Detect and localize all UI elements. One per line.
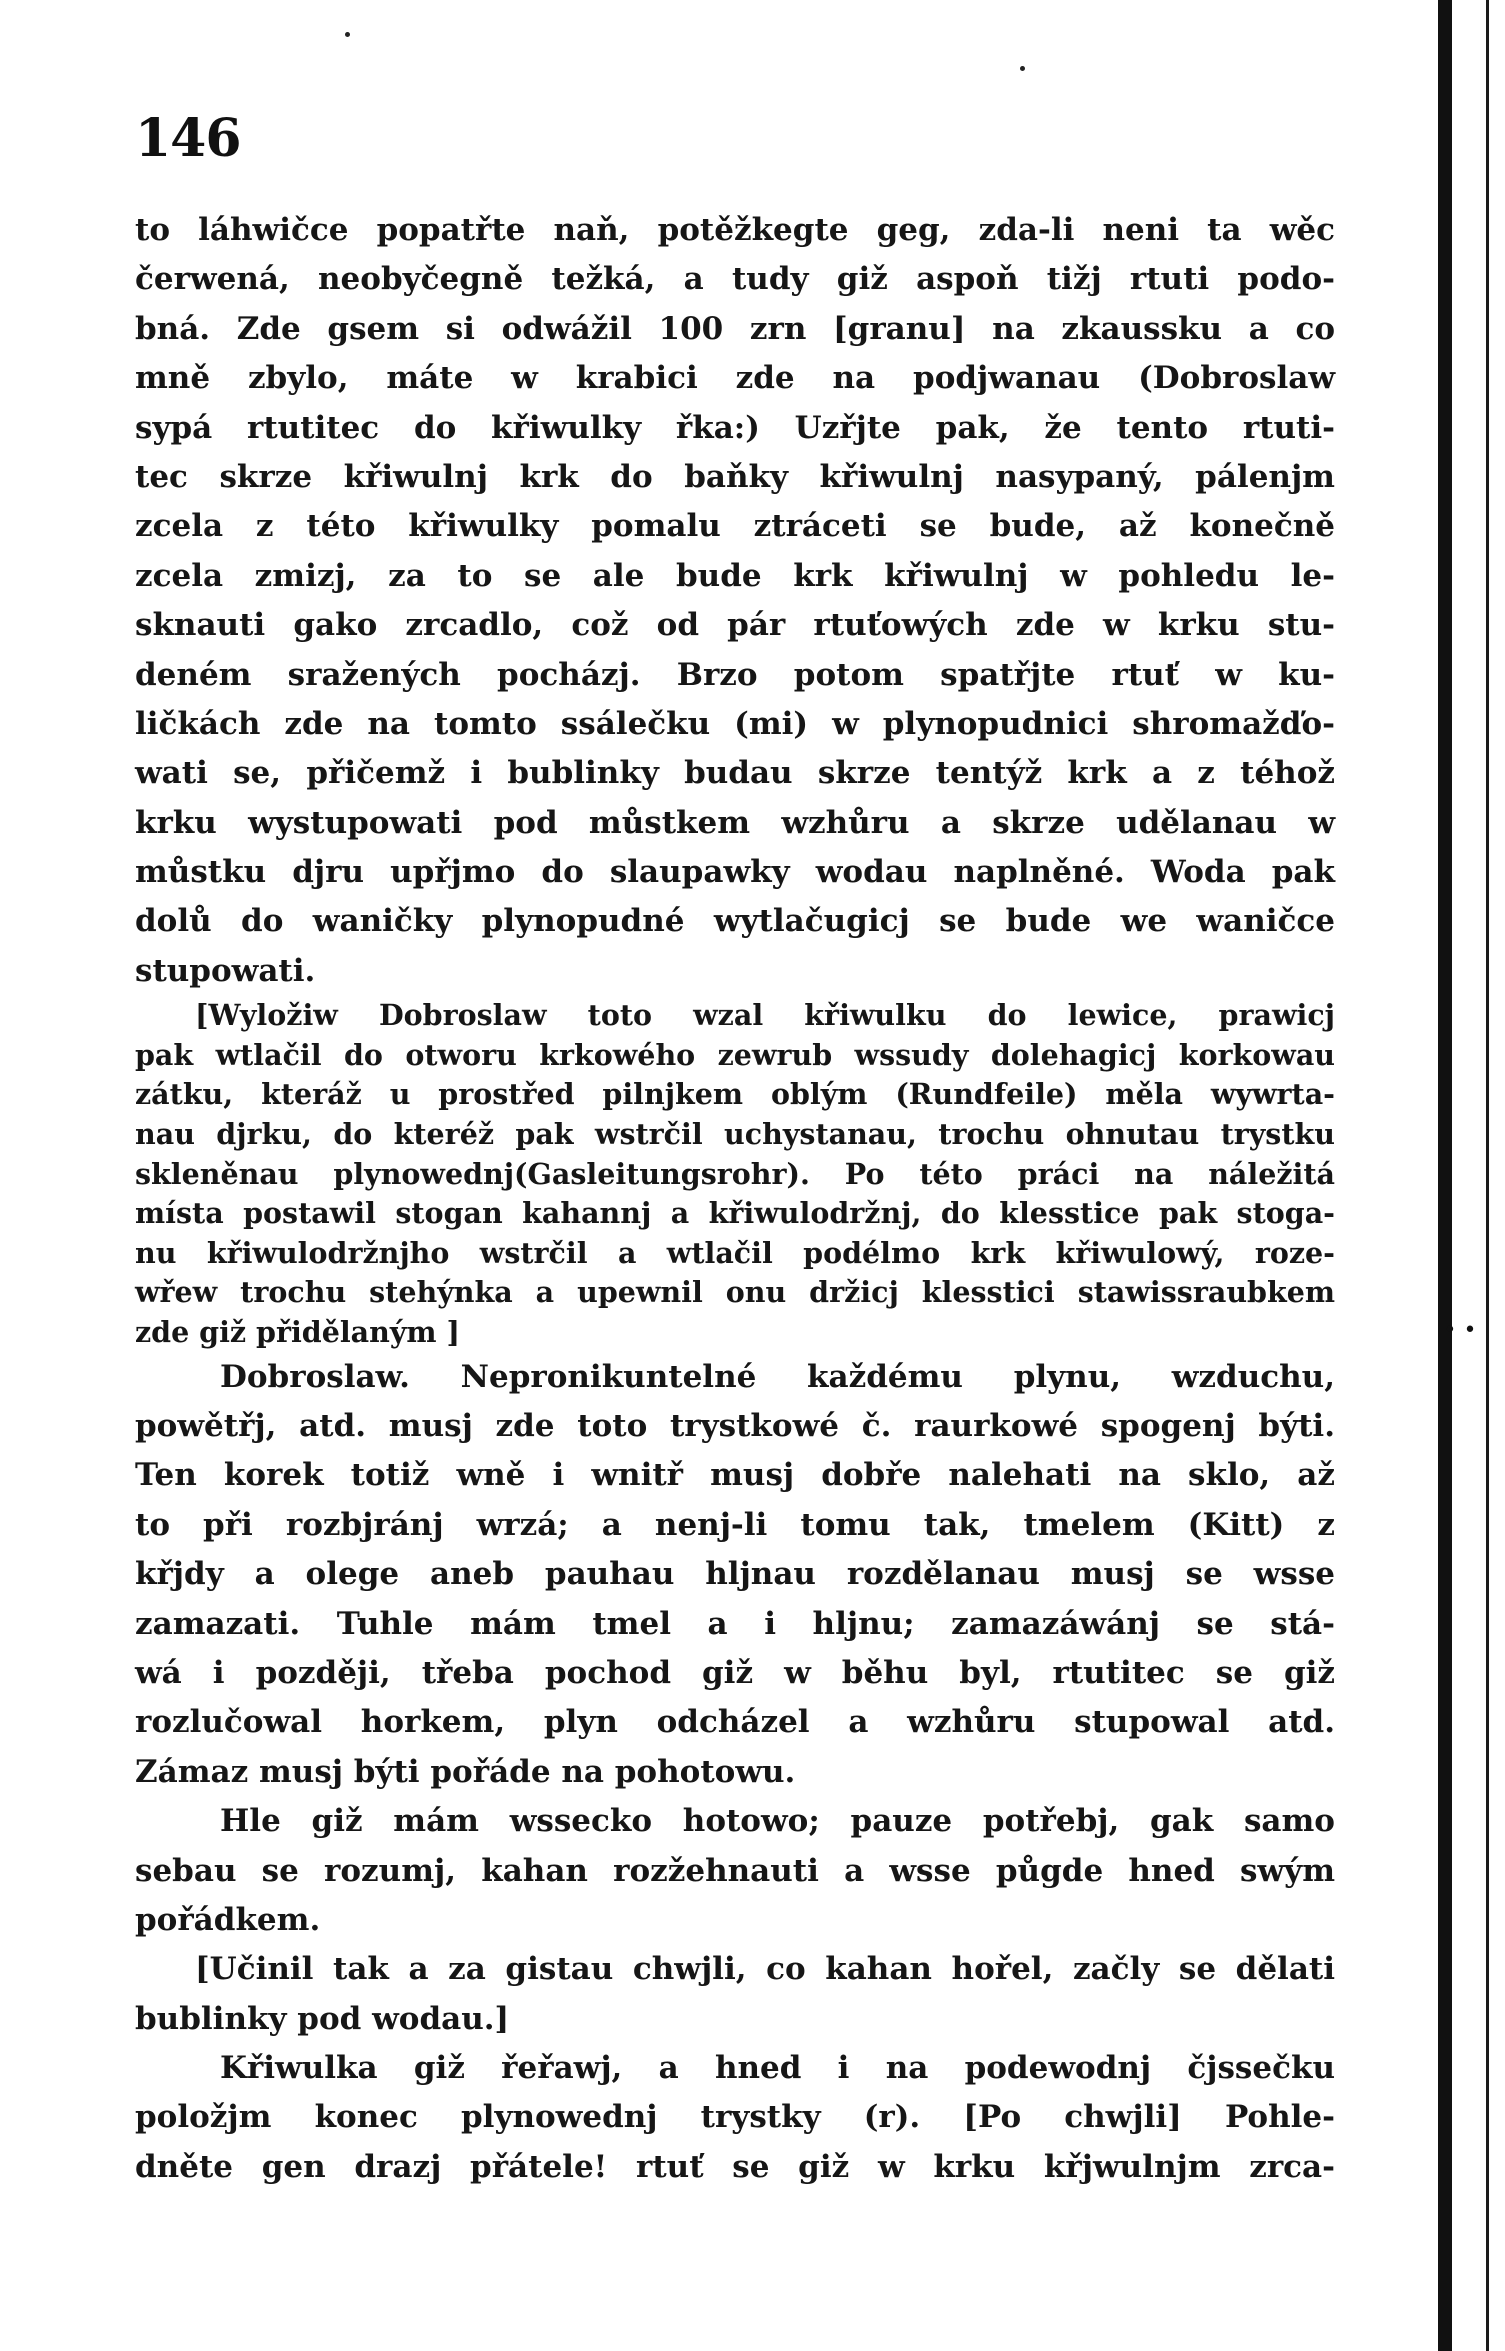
- bracket-note-line: zátku, kteráž u prostřed pilnjkem oblým (Rundfeile) měla wywrta-: [135, 1077, 1335, 1112]
- text-line: pořádkem.: [135, 1901, 321, 1938]
- bracket-note-line: [Wyložiw Dobroslaw toto wzal křiwulku do lewice, prawicj: [195, 998, 1335, 1033]
- text-line: Zámaz musj býti pořáde na pohotowu.: [135, 1753, 796, 1790]
- text-line: to při rozbjránj wrzá; a nenj-li tomu tak, tmelem (Kitt) z: [135, 1506, 1335, 1543]
- text-line: bublinky pod wodau.]: [135, 2000, 510, 2037]
- text-line: bná. Zde gsem si odwážil 100 zrn [granu] na zkaussku a co: [135, 310, 1335, 347]
- text-line: můstku djru upřjmo do slaupawky wodau naplněné. Woda pak: [135, 854, 1335, 891]
- text-line: stupowati.: [135, 952, 316, 989]
- margin-mark: • •: [1443, 1318, 1477, 1343]
- text-line: Hle giž mám wssecko hotowo; pauze potřebj, gak samo: [220, 1803, 1335, 1840]
- text-line: křjdy a olege aneb pauhau hljnau rozdělanau musj se wsse: [135, 1556, 1335, 1593]
- print-speck: [1020, 66, 1025, 71]
- text-line: wati se, přičemž i bublinky budau skrze tentýž krk a z téhož: [135, 755, 1335, 792]
- text-line: dněte gen drazj přátele! rtuť se giž w krku křjwulnjm zrca-: [135, 2148, 1335, 2185]
- page-body-text: [135, 206, 1335, 2192]
- text-line: dolů do waničky plynopudné wytlačugicj se bude we waničce: [135, 903, 1335, 940]
- text-line: zamazati. Tuhle mám tmel a i hljnu; zamazáwánj se stá-: [135, 1605, 1335, 1642]
- bracket-note-line: nu křiwulodržnjho wstrčil a wtlačil podélmo krk křiwulowý, roze-: [135, 1235, 1335, 1270]
- page-gutter-shadow: [1438, 0, 1452, 2351]
- text-line: zcela z této křiwulky pomalu ztráceti se bude, až konečně: [135, 508, 1335, 545]
- bracket-note-line: wřew trochu stehýnka a upewnil onu držicj klesstici stawissraubkem: [135, 1275, 1335, 1310]
- bracket-note-line: nau djrku, do kteréž pak wstrčil uchystanau, trochu ohnutau trystku: [135, 1117, 1335, 1152]
- page-number: 146: [135, 108, 241, 169]
- text-line: ličkách zde na tomto ssálečku (mi) w plynopudnici shromažďo-: [135, 705, 1335, 742]
- text-line: tec skrze křiwulnj krk do baňky křiwulnj nasypaný, pálenjm: [135, 458, 1335, 495]
- text-line: sypá rtutitec do křiwulky řka:) Uzřjte pak, že tento rtuti-: [135, 409, 1335, 446]
- adjacent-page-edge: [1452, 0, 1505, 2351]
- text-line: deném sražených pocházj. Brzo potom spatřjte rtuť w ku-: [135, 656, 1335, 693]
- text-line: čerwená, neobyčegně težká, a tudy giž aspoň tižj rtuti podo-: [135, 261, 1335, 298]
- print-speck: [345, 32, 350, 37]
- text-line: rozlučowal horkem, plyn odcházel a wzhůru stupowal atd.: [135, 1704, 1335, 1741]
- text-line: powětřj, atd. musj zde toto trystkowé č. raurkowé spogenj býti.: [135, 1407, 1335, 1444]
- bracket-note-line: pak wtlačil do otworu krkowého zewrub wssudy dolehagicj korkowau: [135, 1037, 1335, 1072]
- text-line: sebau se rozumj, kahan rozžehnauti a wsse půgde hned swým: [135, 1852, 1335, 1889]
- text-line: sknauti gako zrcadlo, což od pár rtuťowých zde w krku stu-: [135, 607, 1335, 644]
- text-line: Křiwulka giž řeřawj, a hned i na podewodnj čjssečku: [220, 2050, 1335, 2087]
- text-line: krku wystupowati pod můstkem wzhůru a skrze udělanau w: [135, 804, 1335, 841]
- text-line: položjm konec plynowednj trystky (r). [Po chwjli] Pohle-: [135, 2099, 1335, 2136]
- text-line: to láhwičce popatřte naň, potěžkegte geg, zda-li neni ta wěc: [135, 212, 1335, 248]
- text-line: mně zbylo, máte w krabici zde na podjwanau (Dobroslaw: [135, 360, 1335, 397]
- text-line: Dobroslaw. Nepronikuntelné každému plynu, wzduchu,: [220, 1358, 1335, 1395]
- adjacent-page-border: [1486, 0, 1489, 2351]
- text-line: wá i později, třeba pochod giž w běhu byl, rtutitec se giž: [135, 1654, 1335, 1691]
- text-line: Ten korek totiž wně i wnitř musj dobře nalehati na sklo, až: [135, 1457, 1335, 1494]
- text-line: zcela zmizj, za to se ale bude krk křiwulnj w pohledu le-: [135, 557, 1335, 594]
- bracket-note-line: místa postawil stogan kahannj a křiwulodržnj, do klesstice pak stoga-: [135, 1196, 1335, 1231]
- bracket-note-line: skleněnau plynowednj(Gasleitungsrohr). Po této práci na náležitá: [135, 1156, 1335, 1191]
- text-line: [Učinil tak a za gistau chwjli, co kahan hořel, začly se dělati: [195, 1951, 1335, 1988]
- bracket-note-line: zde giž přidělaným ]: [135, 1315, 460, 1349]
